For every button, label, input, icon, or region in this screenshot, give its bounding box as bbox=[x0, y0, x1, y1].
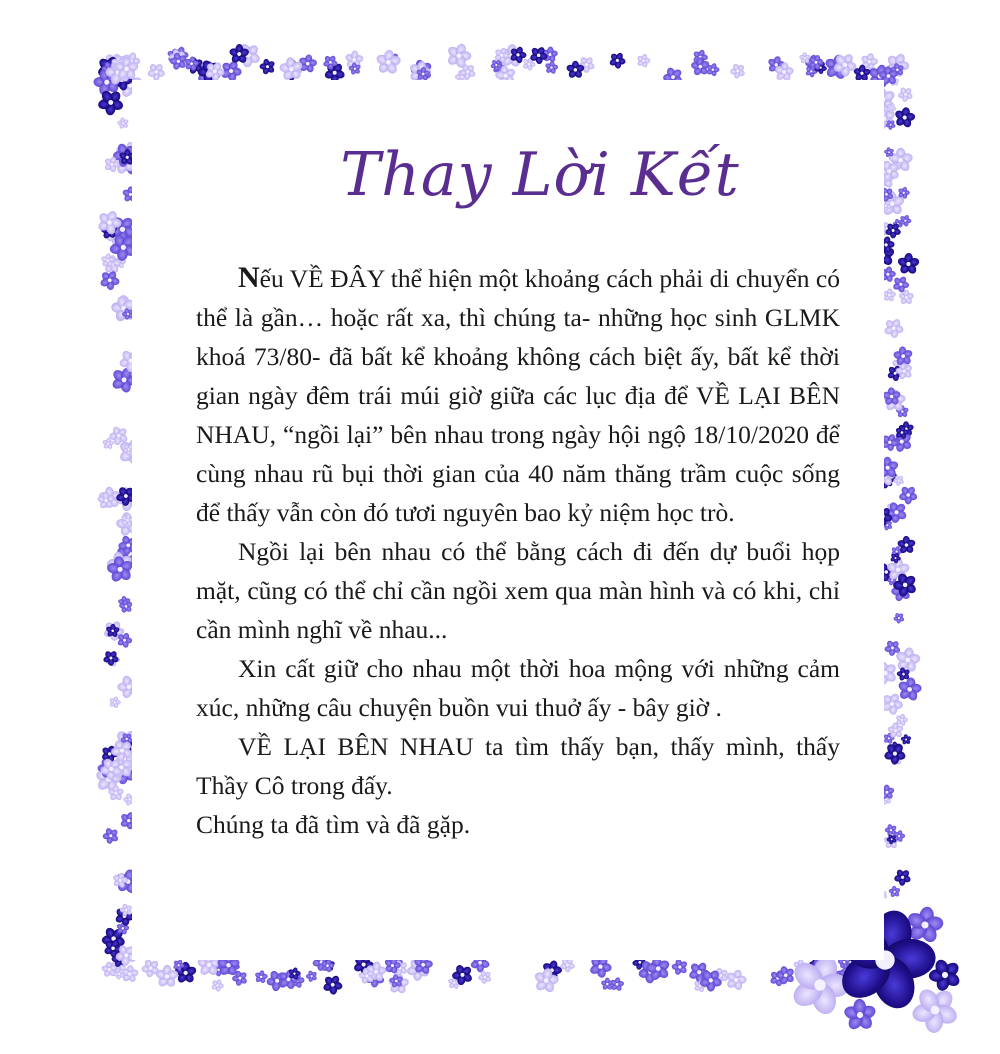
paragraph-2: Ngồi lại bên nhau có thể bằng cách đi đến dự buổi họp mặt, cũng có thể chỉ cần ngồi xem qua màn hình và có khi, chỉ cần mình nghĩ về nhau... bbox=[196, 537, 840, 644]
paragraph-3: Xin cất giữ cho nhau một thời hoa mộng với những cảm xúc, những câu chuyện buồn vui thuở ấy - bây giờ . bbox=[196, 654, 840, 722]
paragraph-5: Chúng ta đã tìm và đã gặp. bbox=[196, 810, 471, 839]
page-title: Thay Lời Kết bbox=[340, 140, 740, 210]
paragraph-4: VỀ LẠI BÊN NHAU ta tìm thấy bạn, thấy mình, thấy Thầy Cô trong đấy. bbox=[196, 732, 840, 800]
body-text bbox=[196, 258, 840, 844]
page-content bbox=[132, 80, 884, 960]
paragraph-1 bbox=[196, 258, 840, 532]
paragraph-1-text: ếu VỀ ĐÂY thể hiện một khoảng cách phải di chuyển có thể là gần… hoặc rất xa, thì chúng ta- những học sinh GLMK khoá 73/80- đã bất kể khoảng không cách biệt ấy, bất kể thời gian ngày đêm trái múi giờ giữa các lục địa để VỀ LẠI BÊN NHAU, “ngồi lại” bên nhau trong ngày hội ngộ 18/10/2020 để cùng nhau rũ bụi thời gian của 40 năm thăng trầm cuộc sống để thấy vẫn còn đó tươi nguyên bao kỷ niệm học trò. bbox=[196, 264, 840, 527]
drop-cap: N bbox=[238, 261, 260, 294]
